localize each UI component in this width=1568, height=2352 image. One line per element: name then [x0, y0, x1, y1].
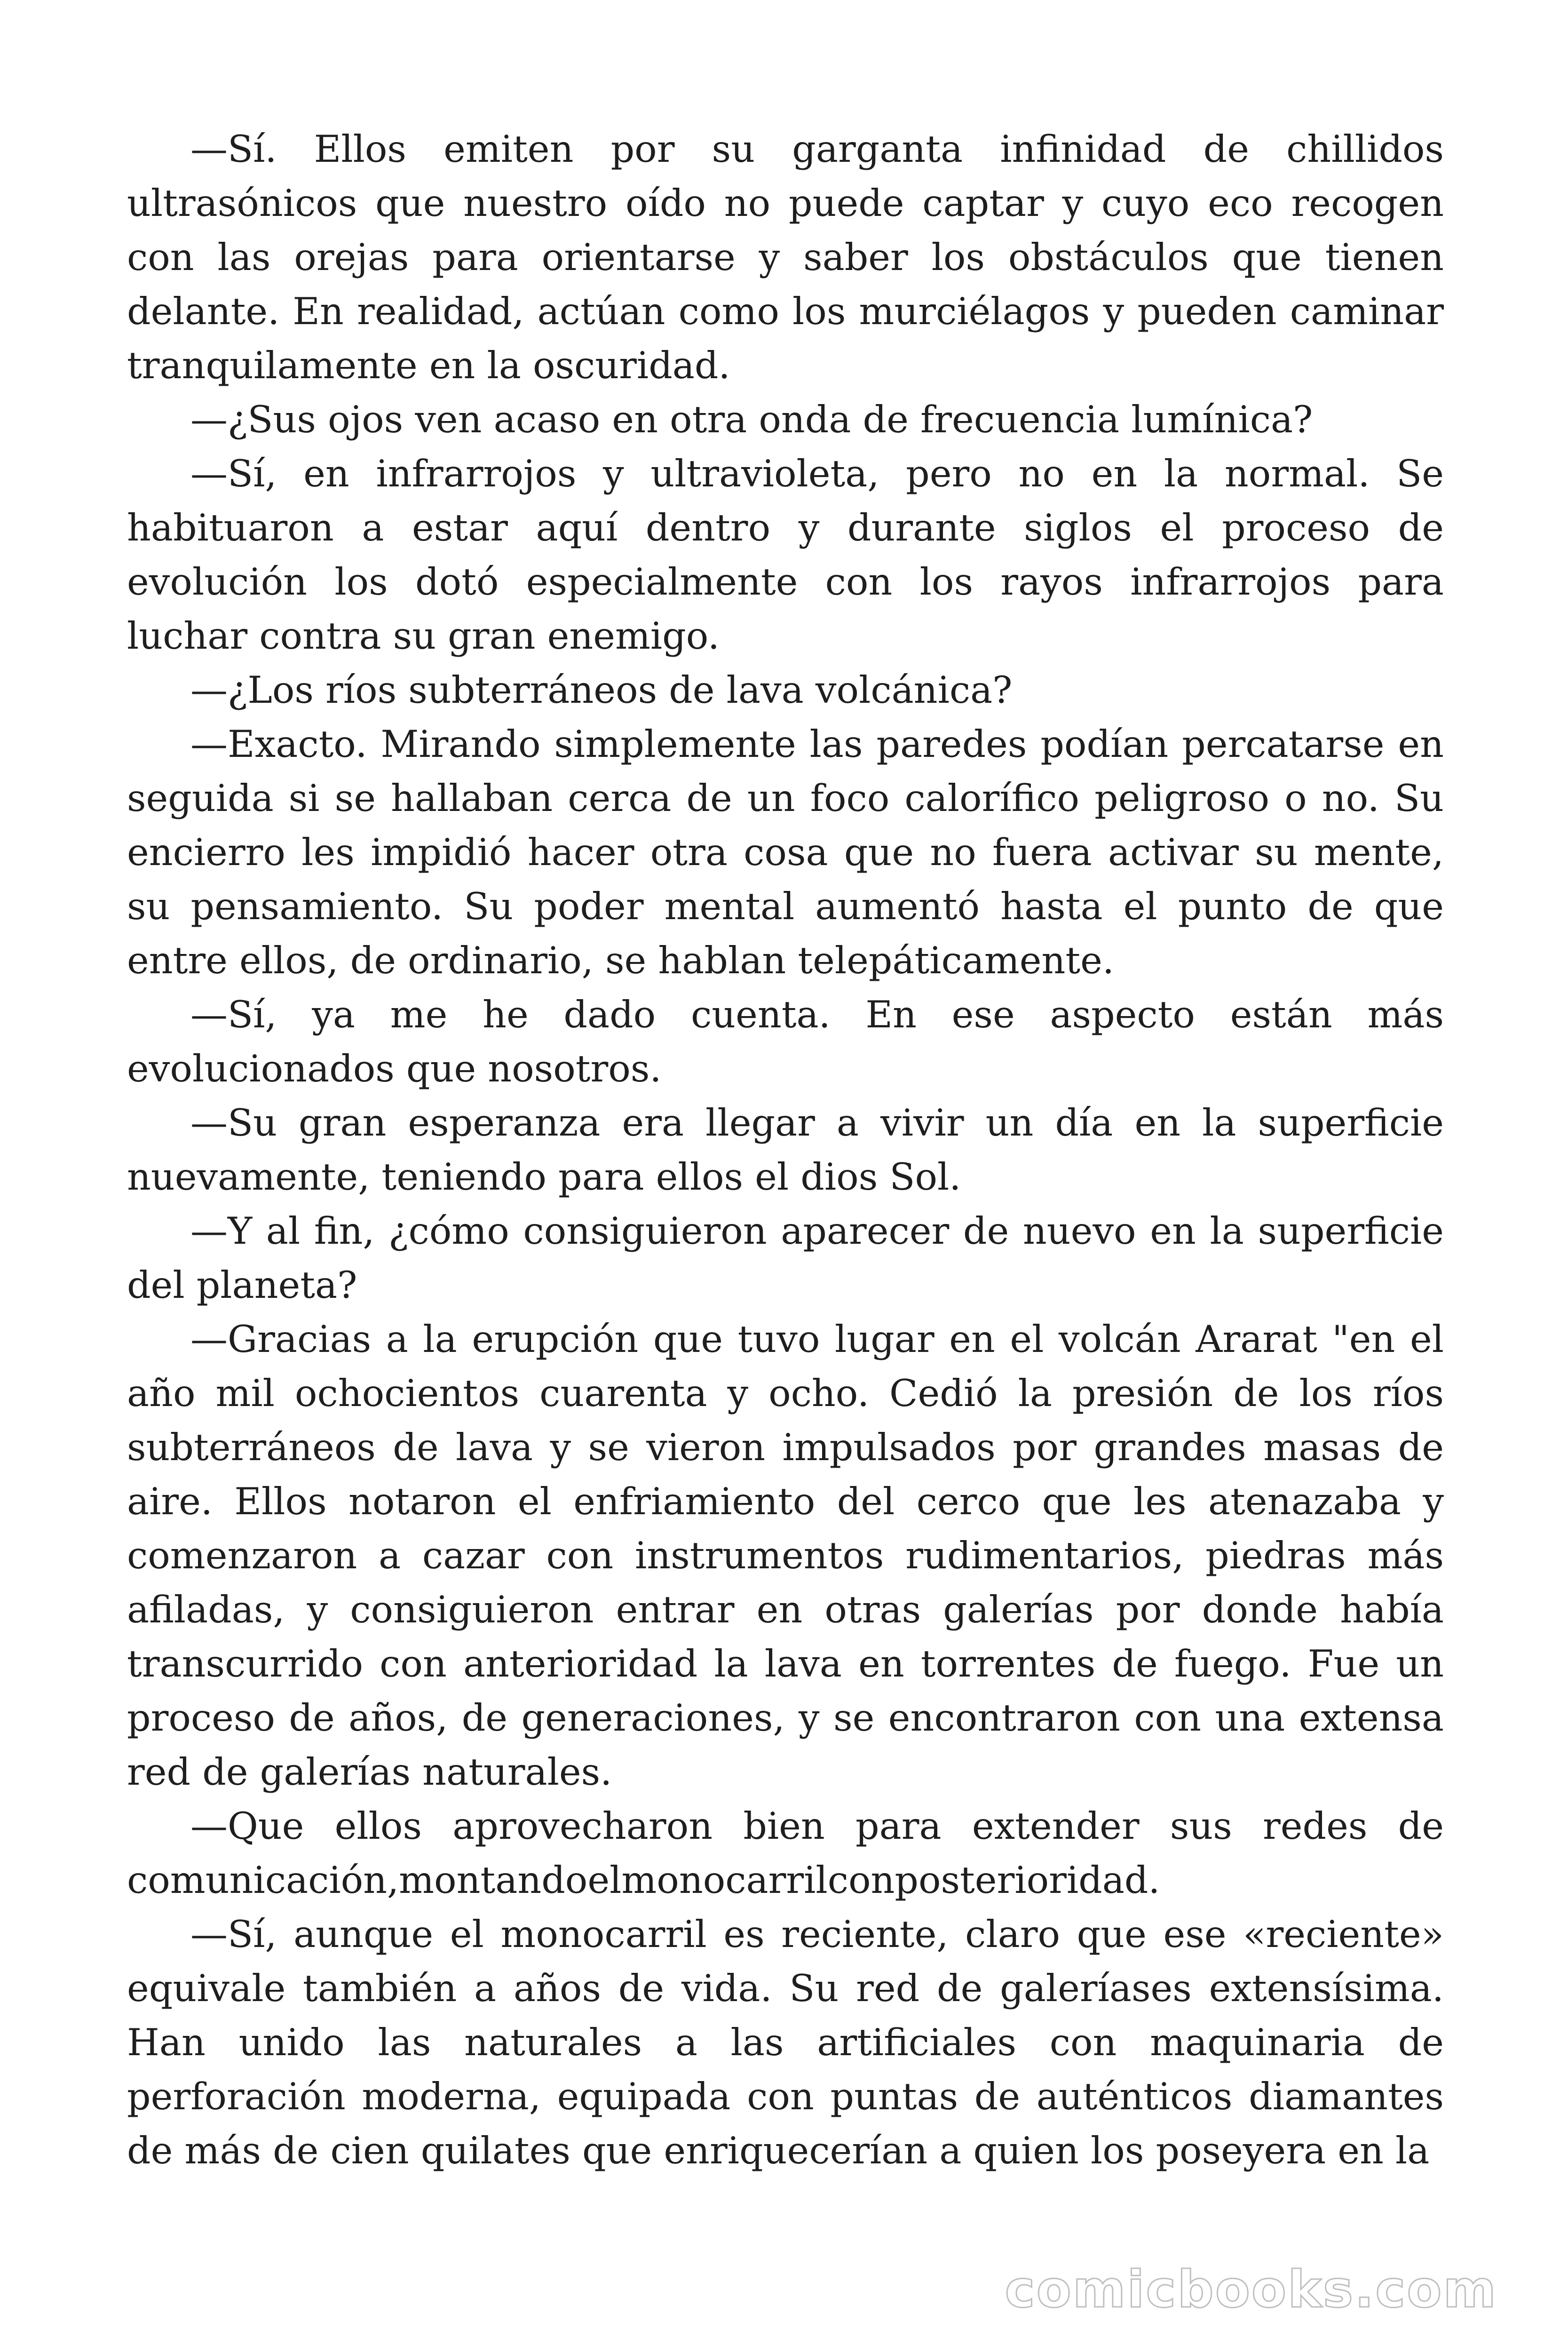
page-body — [127, 122, 1444, 2220]
paragraph: —Su gran esperanza era llegar a vivir un día en la superficie nuevamente, teniendo para ellos el dios Sol. — [127, 1101, 1444, 1199]
paragraph: —Sí, en infrarrojos y ultravioleta, pero no en la normal. Se habituaron a estar aquí dentro y durante siglos el proceso de evolución los dotó especialmente con los rayos infrarrojos para luchar contra su gran enemigo. — [127, 452, 1444, 658]
paragraph: —Exacto. Mirando simplemente las paredes podían percatarse en seguida si se hallaban cerca de un foco calorífico peligroso o no. Su encierro les impidió hacer otra cosa que no fuera activar su mente, su pensamiento. Su poder mental aumentó hasta el punto de que entre ellos, de ordinario, se hablan telepáticamente. — [127, 723, 1444, 982]
paragraph: —Sí, aunque el monocarril es reciente, claro que ese «reciente» equivale también a años de vida. Su red de galeríases extensísima. Han unido las naturales a las artificiales con maquinaria de perforación moderna, equipada con puntas de auténticos diamantes de más de cien quilates que enriquecerían a quien los poseyera en la — [127, 1913, 1444, 2172]
watermark: comicbooks.com — [1005, 2260, 1497, 2319]
paragraph: —Sí, ya me he dado cuenta. En ese aspecto están más evolucionados que nosotros. — [127, 993, 1444, 1090]
paragraph: —Sí. Ellos emiten por su garganta infinidad de chillidos ultrasónicos que nuestro oído no puede captar y cuyo eco recogen con las orejas para orientarse y saber los obstáculos que tienen delante. En realidad, actúan como los murciélagos y pueden caminar tranquilamente en la oscuridad. — [127, 127, 1444, 387]
paragraph: —Gracias a la erupción que tuvo lugar en el volcán Ararat "en el año mil ochocientos cuarenta y ocho. Cedió la presión de los ríos subterráneos de lava y se vieron impulsados por grandes masas de aire. Ellos notaron el enfriamiento del cerco que les atenazaba y comenzaron a cazar con instrumentos rudimentarios, piedras más afiladas, y consiguieron entrar en otras galerías por donde había transcurrido con anterioridad la lava en torrentes de fuego. Fue un proceso de años, de generaciones, y se encontraron con una extensa red de galerías naturales. — [127, 1318, 1444, 1794]
paragraph: —Que ellos aprovecharon bien para extender sus redes de comunicación,montandoelmonocarrilconposterioridad. — [127, 1804, 1444, 1902]
paragraph: —Y al fin, ¿cómo consiguieron aparecer de nuevo en la superficie del planeta? — [127, 1209, 1444, 1307]
paragraph: —¿Los ríos subterráneos de lava volcánica? — [190, 668, 1013, 712]
paragraph: —¿Sus ojos ven acaso en otra onda de frecuencia lumínica? — [190, 398, 1313, 441]
